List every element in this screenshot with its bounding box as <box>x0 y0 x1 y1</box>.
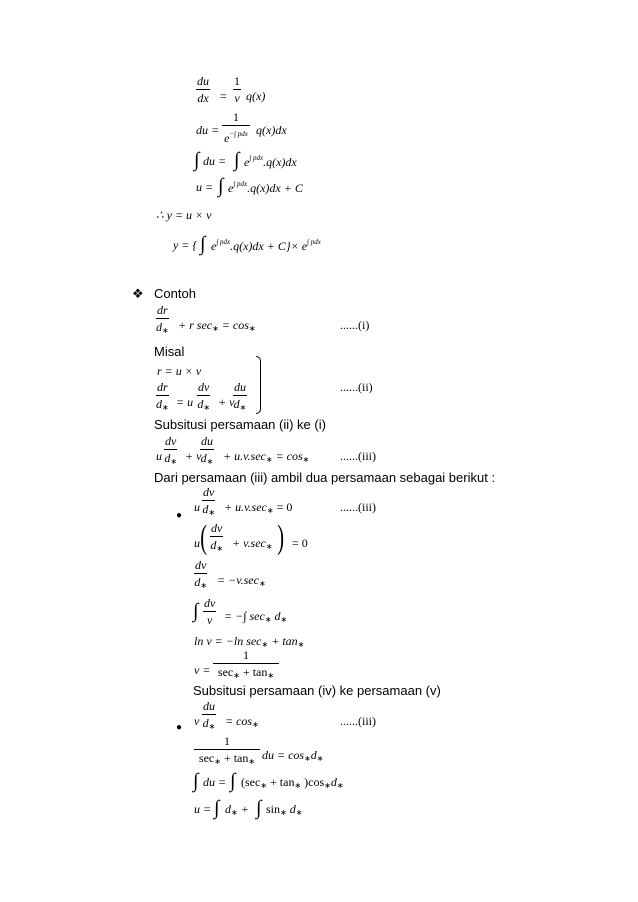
ambil-text: Dari persamaan (iii) ambil dua persamaan sebagai berikut : <box>154 470 496 485</box>
therefore-line: ∴ y = u × v <box>156 208 212 222</box>
b1-line5: ln v = −ln $\sec_∗ + \tan_∗$ <box>194 634 305 649</box>
contoh-heading: Contoh <box>154 286 196 301</box>
bullet-icon: ● <box>176 722 183 733</box>
fraction-dr-d: $\frac{dr}{d_∗}$ <box>156 303 169 335</box>
subsitusi2-text: Subsitusi persamaan (iv) ke persamaan (v) <box>193 683 441 698</box>
bullet-icon: ● <box>176 510 183 521</box>
diamond-bullet-icon: ❖ <box>132 286 144 301</box>
fraction-du-dx: $\frac{du}{dx}$ <box>197 74 209 105</box>
fraction-1-e: 1 $e^{-\int pdx}$ <box>222 110 250 145</box>
fraction-1-v: $\frac{1}{v}$ <box>234 74 240 105</box>
misal-line-1: r = u × v <box>157 364 202 378</box>
misal-label: Misal <box>154 344 185 359</box>
subsitusi-text: Subsitusi persamaan (ii) ke (i) <box>154 417 326 432</box>
